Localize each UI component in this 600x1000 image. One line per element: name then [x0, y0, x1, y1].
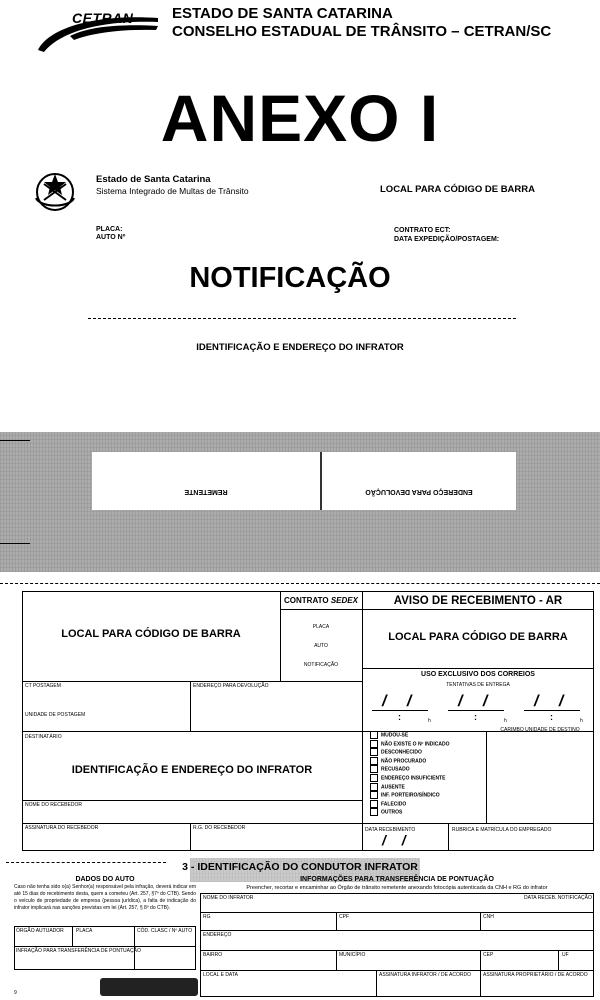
attempt-2-line: [448, 710, 504, 711]
notice-title: NOTIFICAÇÃO: [189, 262, 391, 294]
ar-vline-6: [486, 731, 487, 823]
notice-data-expedicao: DATA EXPEDIÇÃO/POSTAGEM:: [394, 236, 500, 243]
infrator-endereco: ENDEREÇO: [203, 932, 232, 938]
coat-of-arms-icon: [32, 168, 78, 216]
attempt-3-colon: :: [550, 712, 553, 722]
check-item[interactable]: [370, 748, 484, 757]
notice-barcode-label: LOCAL PARA CÓDIGO DE BARRA: [380, 184, 535, 195]
checkbox-icon[interactable]: [370, 757, 378, 765]
checkbox-icon[interactable]: [370, 791, 378, 799]
state-coat-of-arms: [32, 168, 78, 216]
dados-orgao: ÓRGÃO AUTUADOR: [16, 928, 64, 934]
info-title: INFORMAÇÕES PARA TRANSFERÊNCIA DE PONTUAÇÃO: [300, 876, 494, 883]
infrator-hline-2: [200, 930, 594, 931]
attempt-1-line: [372, 710, 428, 711]
ar-vline-2: [362, 591, 363, 851]
ar-ct-postagem: CT POSTAGEM: [25, 683, 61, 689]
section3-cut-line: [6, 862, 166, 863]
infrator-cpf: CPF: [339, 914, 349, 920]
left-fold-tick: [0, 440, 30, 441]
attempt-2-hour: h: [504, 718, 507, 724]
attempt-1-date: / /: [382, 693, 420, 710]
infrator-vline-c: [336, 950, 337, 970]
ar-hline-5: [22, 800, 362, 801]
check-item[interactable]: [370, 774, 484, 783]
check-item[interactable]: [370, 800, 484, 809]
check-item[interactable]: [370, 740, 484, 749]
flap-divider: [320, 452, 322, 510]
ar-hline-3: [22, 681, 362, 682]
infrator-vline-d: [480, 950, 481, 970]
attempt-2-colon: :: [474, 712, 477, 722]
checkbox-icon[interactable]: [370, 783, 378, 791]
checkbox-icon[interactable]: [370, 774, 378, 782]
infrator-assin-proprietario: ASSINATURA PROPRIETÁRIO / DE ACORDO: [483, 972, 588, 978]
checkbox-icon[interactable]: [370, 808, 378, 816]
attempt-3: [520, 690, 586, 730]
infrator-uf: UF: [562, 952, 569, 958]
infrator-rg: RG: [203, 914, 211, 920]
attempt-3-date: / /: [534, 693, 572, 710]
check-item[interactable]: [370, 791, 484, 800]
ar-assinatura-recebedor: ASSINATURA DO RECEBEDOR: [25, 825, 99, 831]
ar-hline-1: [280, 609, 594, 610]
attempt-3-hour: h: [580, 718, 583, 724]
check-label: AUSENTE: [381, 783, 405, 790]
ar-uso-correios: USO EXCLUSIVO DOS CORREIOS: [421, 671, 535, 678]
check-item[interactable]: [370, 731, 484, 740]
ar-hline-6: [22, 823, 594, 824]
infrator-hline-4: [200, 970, 594, 971]
ar-nome-recebedor: NOME DO RECEBEDOR: [25, 802, 82, 808]
ar-vline-3: [190, 681, 191, 731]
infrator-vline-a: [336, 912, 337, 930]
check-label: FALECIDO: [381, 801, 407, 808]
attempt-3-line: [524, 710, 580, 711]
infrator-nome: NOME DO INFRATOR: [203, 895, 254, 901]
check-label: RECUSADO: [381, 766, 410, 773]
ar-sedex-label: SEDEX: [330, 596, 358, 605]
check-item[interactable]: [370, 783, 484, 792]
annex-title: ANEXO I: [160, 81, 440, 155]
ar-aviso-title: AVISO DE RECEBIMENTO - AR: [393, 595, 563, 607]
dados-cod: CÓD. CLASC / Nº AUTO: [137, 928, 193, 934]
checkbox-icon[interactable]: [370, 800, 378, 808]
ar-contrato-label: CONTRATO: [284, 596, 329, 605]
section3-title: 3 - IDENTIFICAÇÃO DO CONDUTOR INFRATOR: [182, 861, 418, 873]
check-item[interactable]: [370, 757, 484, 766]
dados-infracao: INFRAÇÃO PARA TRANSFERÊNCIA DE PONTUAÇÃO: [16, 948, 141, 954]
flap-white-area: [92, 452, 516, 510]
infrator-hline-3: [200, 950, 594, 951]
dados-auto-vline-1: [72, 926, 73, 946]
attempt-1-colon: :: [398, 712, 401, 722]
header-line2: CONSELHO ESTADUAL DE TRÂNSITO – CETRAN/SC: [172, 23, 552, 40]
check-label: ENDEREÇO INSUFICIENTE: [381, 775, 446, 782]
infrator-table: [200, 893, 594, 997]
check-label: INF. PORTEIRO/SÍNDICO: [381, 792, 440, 799]
notice-id-infrator: IDENTIFICAÇÃO E ENDEREÇO DO INFRATOR: [196, 342, 404, 353]
ar-barcode-left: LOCAL PARA CÓDIGO DE BARRA: [61, 628, 241, 640]
dados-auto-title: DADOS DO AUTO: [75, 876, 135, 883]
notice-contrato-ect: CONTRATO ECT:: [394, 227, 451, 234]
checkbox-icon[interactable]: [370, 748, 378, 756]
ar-unidade-postagem: UNIDADE DE POSTAGEM: [25, 712, 86, 718]
ar-data-recebimento-mark: / /: [382, 832, 412, 848]
attempt-1-hour: h: [428, 718, 431, 724]
check-label: MUDOU-SE: [381, 732, 409, 739]
infrator-vline-e: [558, 950, 559, 970]
ar-id-infrator: IDENTIFICAÇÃO E ENDEREÇO DO INFRATOR: [71, 764, 313, 776]
check-label: NÃO PROCURADO: [381, 758, 427, 765]
ar-notificacao: NOTIFICAÇÃO: [303, 662, 339, 668]
flap-devolucao: ENDEREÇO PARA DEVOLUÇÃO: [365, 488, 473, 495]
ar-rg-recebedor: R.G. DO RECEBEDOR: [193, 825, 246, 831]
ar-end-devolucao: ENDEREÇO PARA DEVOLUÇÃO: [193, 683, 269, 689]
cut-line: [0, 583, 600, 584]
dados-placa: PLACA: [76, 928, 93, 934]
infrator-bairro: BAIRRO: [203, 952, 223, 958]
checkbox-icon[interactable]: [370, 765, 378, 773]
ar-placa: PLACA: [312, 624, 330, 630]
ar-barcode-right: LOCAL PARA CÓDIGO DE BARRA: [388, 631, 568, 643]
info-text: Preencher, recortar e encaminhar ao Órgão de trânsito remetente anexando fotocópia autenticada da CNH e RG do infrator: [246, 885, 548, 891]
infrator-vline-b: [480, 912, 481, 930]
notice-state: Estado de Santa Catarina: [96, 174, 211, 185]
left-fold-tick-2: [0, 543, 30, 544]
header-line1: ESTADO DE SANTA CATARINA: [172, 5, 393, 22]
ar-vline-5: [448, 823, 449, 851]
ar-data-recebimento: DATA RECEBIMENTO: [365, 827, 416, 833]
notice-placa: PLACA:: [96, 226, 123, 233]
attempt-1: [368, 690, 434, 730]
infrator-cnh: CNH: [483, 914, 494, 920]
infrator-assin-infrator: ASSINATURA INFRATOR / DE ACORDO: [379, 972, 471, 978]
infrator-cep: CEP: [483, 952, 494, 958]
dados-auto-text: Caso não tenha sido o(a) Senhor(a) responsável pela infração, deverá indicar em até 15 dias do recebimento desta, quem a cometeu (Art. 257, §7º do CTB). Sendo o veículo de propriedade de empresa (pessoa jurídica), a falta de indicação do infrator implicará nas sanções previstas em lei (Art. 257, § 8º do CTB).: [14, 884, 196, 911]
ar-hline-2: [362, 668, 594, 669]
notice-system: Sistema Integrado de Multas de Trânsito: [96, 186, 249, 196]
logo-text: CETRAN: [72, 10, 134, 26]
ar-carimbo: CARIMBO UNIDADE DE DESTINO: [500, 727, 580, 733]
attempt-2: [444, 690, 510, 730]
check-label: NÃO EXISTE O Nº INDICADO: [381, 740, 450, 747]
notice-auto: AUTO Nº: [96, 234, 126, 241]
infrator-local-data: LOCAL E DATA: [203, 972, 238, 978]
ar-contrato: [280, 596, 362, 605]
ar-auto: AUTO: [314, 643, 328, 649]
cetran-logo: [30, 6, 165, 56]
infrator-vline-g: [480, 970, 481, 997]
bottom-ink-bar: [100, 978, 198, 996]
ar-destinatario: DESTINATÁRIO: [25, 734, 62, 740]
flap-remetente: REMETENTE: [184, 488, 228, 495]
check-item[interactable]: [370, 808, 484, 817]
ar-rubrica: RUBRICA E MATRÍCULA DO EMPREGADO: [452, 827, 552, 833]
notice-divider: [88, 318, 516, 319]
infrator-municipio: MUNICÍPIO: [339, 952, 366, 958]
check-label: OUTROS: [381, 809, 403, 816]
ar-vline-4: [190, 823, 191, 851]
infrator-vline-f: [376, 970, 377, 997]
infrator-hline-1: [200, 912, 594, 913]
check-item[interactable]: [370, 765, 484, 774]
return-reason-list: [370, 731, 484, 817]
checkbox-icon[interactable]: [370, 740, 378, 748]
infrator-data-rec: DATA RECEB. NOTIFICAÇÃO: [524, 895, 592, 901]
page-mark: 9: [14, 990, 17, 996]
checkbox-icon[interactable]: [370, 731, 378, 739]
dados-auto-hline: [14, 946, 196, 947]
ar-tentativas: TENTATIVAS DE ENTREGA: [446, 682, 510, 688]
check-label: DESCONHECIDO: [381, 749, 422, 756]
attempt-2-date: / /: [458, 693, 496, 710]
